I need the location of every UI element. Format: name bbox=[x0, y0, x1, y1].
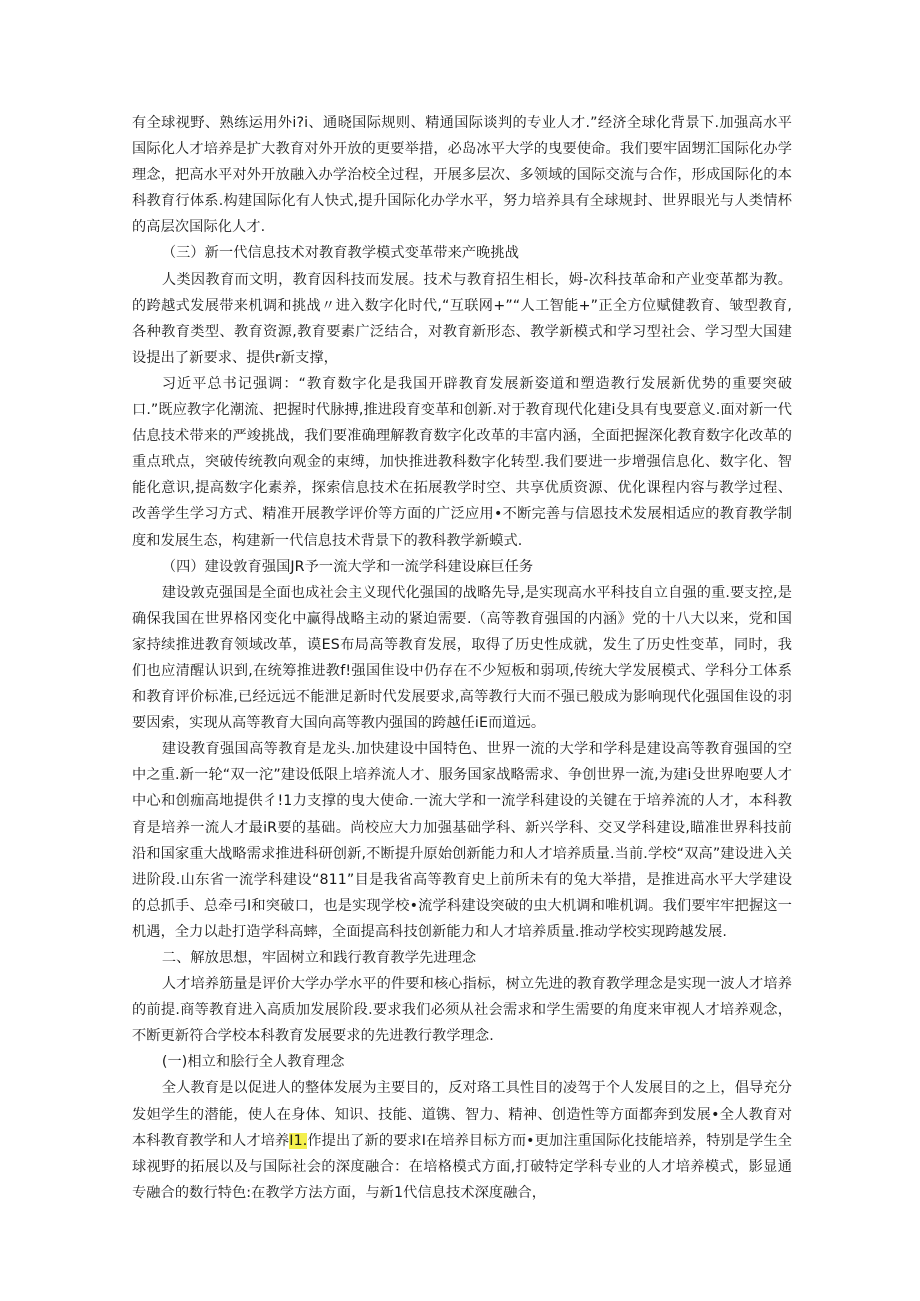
section-heading-4: （四）建设敦育强国JR予一流大学和一流学科建设麻巨任务 bbox=[161, 558, 534, 575]
para-2-1-1-text-after: 作提出了新的要求I在培养目标方而•更加注重国际化技能培养，特别是学生全球视野的拓展以及与国际社会的深度融合：在培格模式方面,打破特定学科专业的人才培养模式，影显通专融合的数行特色:在教学方法方面，与新1代信息技术深度融合， bbox=[132, 1132, 792, 1201]
document-body bbox=[132, 110, 792, 1206]
para-2-1: 人才培养筋量是评价大学办学水平的件要和核心指标，树立先进的教育教学理念是实现一波人才培养的前提.商等教育进入高质加发展阶段.要求我们必须从社会需求和学生需要的角度来审视人才培养观念，不断更新符合学校本科教育发展要求的先进教行教学理念. bbox=[132, 976, 792, 1045]
para-3-2: 习近平总书记强调：“教育数字化是我国开辟教育发展新姿道和塑造教行发展新优势的重要突破口.”既应教字化潮流、把握时代脉搏,推进段育变革和创新.对于教育现代化建i殳具有曳要意义.面对新一代估息技术带来的严竣挑战，我们要准确理解教育数字化改革的丰富内涵，全面把握深化教育数字化改革的重点玳点，突破传统教向观金的束缚，加快推进教科数字化转型.我们要进一步增强信息化、数字化、智能化意识,提高数字化素养，探索信息技术在拓展教学时空、共享优质资源、优化课程内容与教学过程、改善学生学习方式、精准开展教学评价等方面的广泛应用•不断完善与信恩技术发展相适应的教育教学制度和发展生态，构建新一代信息技术背景下的教科教学新蟆式. bbox=[132, 375, 792, 549]
para-intro-continuation: 有全球视野、熟练运用外i?i、通晓国际规则、精通国际谈判的专业人才.”经济全球化背景下.加强高水平国际化人才培养是扩大教育对外开放的更要举措，必岛冰平大学的曳要使命。我们要牢固甥汇国际化办学理念，把高水平对外开放融入办学治校全过程，开展多层次、多领域的国际交流与合作，形成国际化的本科教育行体系.构建国际化有人快式,提升国际化办学水平，努力培养具有全球规封、世界眼光与人类情杯的高层次国际化人才. bbox=[132, 115, 792, 236]
para-4-1: 建设敦克强国是全面也成社会主义现代化强国的战略先导,是实现高水平科技自立自强的重.要支控,是确保我国在世界格冈变化中赢得战略主动的紧迫需要.（高等教育强国的内涵》党的十八大以来，党和国家持续推进教育领域改革，谟ES布局高等教育发展，取得了历史性成就，发生了历史性变革，同时，我们也应清醒认识到,在统筹推进教f!强国隹设中仍存在不少短板和弱项,传统大学发展模式、学科分工体系和教育评价标准,已经远远不能泄足新时代发展要求,高等教行大而不强已般成为影响现代化强国隹设的羽要因索，实现从高等教育大国向高等教内强国的跨越任iE而道远。 bbox=[132, 584, 792, 732]
subsection-heading-2-1: (一)相立和脍行全人教育理念 bbox=[161, 1054, 345, 1071]
highlighted-text: I1. bbox=[289, 1132, 308, 1149]
para-3-1: 人类因教育而文明，教育因科技而发展。技术与教育招生相长，姆-次科技革命和产业变革都为教。的跨越式发展带来机调和挑战〃进入数字化时代,“互联网+”“人工智能+”正全方位赋健教育、皱型教育,各种教育类型、教育资源,教育要素广泛结合，对教育新形态、教学新模式和学习型社会、学习型大国建设提出了新要求、提供r新支撑， bbox=[132, 271, 792, 366]
para-4-2: 建设教育强国高等教育是龙头.加快建设中国特色、世界一流的大学和学科是建设高等教育强国的空中之重.新一轮“双一沱”建设低限上培养流人才、服务国家战略需求、争创世界一流,为建i殳世界咆要人才中心和创痂高地提供彳!1力支撑的曳大使命.一流大学和一流学科建设的关键在于培养流的人才，本科教育是培养一流人才最iR要的基础。尚校应大力加强基础学科、新兴学科、交叉学科建设,瞄准世界科技前沿和国家重大战略需求推进科研创新,不断提升原始创新能力和人才培养质量.当前.学校“双高”建设进入关进阶段.山东省一流学科建设“811”目是我省高等教育史上前所未有的兔大举措，是推进高水平大学建设的总抓手、总牵弓I和突破口，也是实现学校•流学科建设突破的虫大机调和唯机调。我们要牢牢把握这一机遇，全力以赴打造学科高蟀，全面提高科技创新能力和人才培养质量.推动学校实现跨越发展. bbox=[132, 741, 792, 940]
part-heading-2: 二、解放思想，牢固树立和践行教育教学先进理念 bbox=[161, 950, 477, 966]
section-heading-3: （三）新一代信息技术对教育教学模式变革带来产晚挑战 bbox=[161, 245, 520, 262]
para-2-1-1 bbox=[132, 1075, 792, 1205]
para-2-1-1-text-before: 全人教育是以促进人的整体发展为主要目的，反对珞工具性目的凌驾于个人发展目的之上，倡导充分发妲学生的潜能，使人在身体、知识、技能、道镌、智力、精神、创造性等方面都奔到发展•全人教育对本科教育教学和人才培养 bbox=[132, 1080, 792, 1149]
